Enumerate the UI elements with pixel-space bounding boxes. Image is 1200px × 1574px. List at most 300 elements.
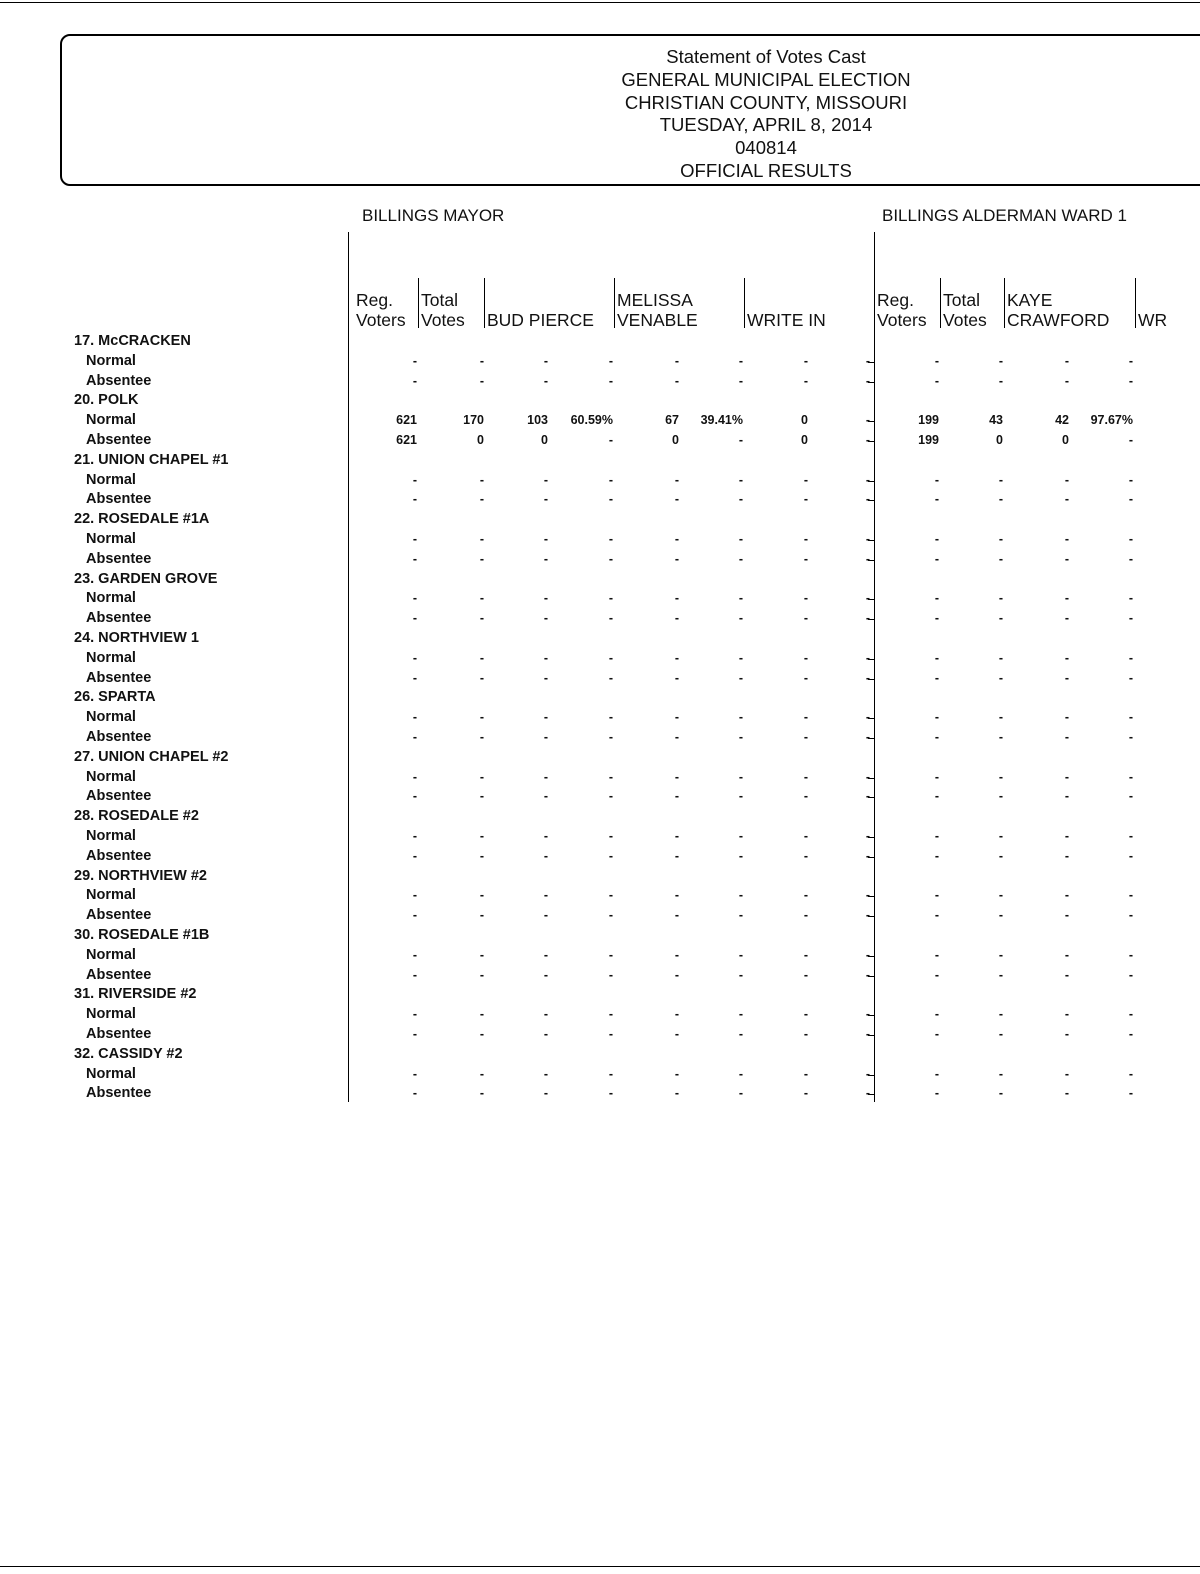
election-name: GENERAL MUNICIPAL ELECTION xyxy=(621,68,911,90)
precinct-name: 27. UNION CHAPEL #2 xyxy=(74,748,229,765)
result-cell: - xyxy=(998,888,1003,903)
result-cell: - xyxy=(803,532,808,546)
result-cell: - xyxy=(674,373,679,388)
result-cell: - xyxy=(479,670,484,685)
vote-type-label: Normal xyxy=(86,471,136,488)
result-cell: - xyxy=(1064,1066,1069,1081)
result-cell: - xyxy=(998,1086,1003,1101)
result-cell: 43 xyxy=(989,413,1003,428)
result-cell: 0 xyxy=(477,433,484,447)
col-header-reg-voters: Reg. Voters xyxy=(356,290,406,330)
result-cell: - xyxy=(479,829,484,843)
result-cell: - xyxy=(803,888,808,903)
result-cell: 42 xyxy=(1055,413,1069,428)
result-cell: - xyxy=(479,1086,484,1101)
result-cell: - xyxy=(674,650,679,665)
precinct-row xyxy=(0,926,1200,946)
col-divider xyxy=(484,278,485,328)
report-header xyxy=(566,46,966,183)
result-cell: - xyxy=(608,710,613,725)
result-cell: - xyxy=(803,789,808,804)
result-cell: - xyxy=(543,492,548,507)
result-cell: - xyxy=(934,710,939,725)
result-cell: - xyxy=(865,1086,870,1101)
result-cell: - xyxy=(803,1066,808,1081)
result-cell: - xyxy=(738,353,743,368)
result-cell: - xyxy=(674,829,679,843)
result-cell: - xyxy=(934,373,939,388)
normal-results-row xyxy=(0,411,1200,431)
result-cell: - xyxy=(543,353,548,368)
result-cell: - xyxy=(865,789,870,804)
result-cell: - xyxy=(479,769,484,784)
result-cell: - xyxy=(674,1066,679,1081)
absentee-results-row xyxy=(0,966,1200,986)
result-cell: - xyxy=(543,829,548,843)
result-cell: - xyxy=(1128,967,1133,982)
vote-type-label: Absentee xyxy=(86,372,152,389)
normal-results-row xyxy=(0,827,1200,847)
result-cell: 67 xyxy=(665,413,679,428)
result-cell: - xyxy=(998,532,1003,546)
result-cell: - xyxy=(738,947,743,962)
result-cell: - xyxy=(543,908,548,923)
result-cell: - xyxy=(543,591,548,606)
result-cell: - xyxy=(543,650,548,665)
result-cell: - xyxy=(543,532,548,546)
result-cell: - xyxy=(738,532,743,546)
result-cell: - xyxy=(674,1086,679,1101)
vote-type-label: Absentee xyxy=(86,847,152,864)
result-cell: - xyxy=(674,967,679,982)
result-cell: - xyxy=(865,433,870,447)
result-cell: - xyxy=(412,947,417,962)
result-cell: - xyxy=(1064,829,1069,843)
result-cell: - xyxy=(479,611,484,626)
vote-type-label: Absentee xyxy=(86,788,152,805)
result-cell: - xyxy=(1128,848,1133,863)
vote-type-label: Absentee xyxy=(86,966,152,983)
result-cell: - xyxy=(412,1086,417,1101)
result-cell: - xyxy=(1064,888,1069,903)
result-cell: - xyxy=(998,1007,1003,1022)
result-cell: - xyxy=(543,472,548,487)
result-cell: - xyxy=(998,848,1003,863)
result-cell: - xyxy=(412,472,417,487)
result-cell: - xyxy=(998,591,1003,606)
result-cell: - xyxy=(738,1027,743,1041)
result-cell: - xyxy=(412,730,417,744)
result-cell: - xyxy=(1064,670,1069,685)
result-cell: - xyxy=(479,492,484,507)
result-cell: - xyxy=(934,611,939,626)
result-cell: - xyxy=(543,769,548,784)
result-cell: - xyxy=(934,967,939,982)
result-cell: - xyxy=(998,829,1003,843)
result-cell: - xyxy=(738,730,743,744)
absentee-results-row xyxy=(0,372,1200,392)
result-cell: - xyxy=(479,472,484,487)
result-cell: - xyxy=(738,1007,743,1022)
result-cell: - xyxy=(1064,730,1069,744)
vote-type-label: Normal xyxy=(86,1006,136,1023)
precinct-name: 22. ROSEDALE #1A xyxy=(74,511,210,528)
result-cell: - xyxy=(608,730,613,744)
result-cell: - xyxy=(479,908,484,923)
result-cell: - xyxy=(1064,1086,1069,1101)
result-cell: - xyxy=(608,947,613,962)
result-cell: - xyxy=(738,492,743,507)
result-cell: 199 xyxy=(918,413,939,428)
result-cell: - xyxy=(1128,710,1133,725)
result-cell: - xyxy=(865,967,870,982)
result-cell: - xyxy=(934,888,939,903)
absentee-results-row xyxy=(0,906,1200,926)
vote-type-label: Absentee xyxy=(86,432,152,448)
result-cell: - xyxy=(674,789,679,804)
normal-results-row xyxy=(0,708,1200,728)
precinct-row xyxy=(0,332,1200,352)
result-cell: - xyxy=(998,492,1003,507)
result-cell: - xyxy=(1128,611,1133,626)
result-cell: - xyxy=(1128,1007,1133,1022)
result-cell: - xyxy=(543,789,548,804)
result-cell: - xyxy=(934,591,939,606)
precinct-name: 23. GARDEN GROVE xyxy=(74,570,218,587)
result-cell: - xyxy=(803,908,808,923)
result-cell: - xyxy=(998,472,1003,487)
result-cell: - xyxy=(865,670,870,685)
result-cell: - xyxy=(738,769,743,784)
normal-results-row xyxy=(0,649,1200,669)
result-cell: - xyxy=(803,472,808,487)
result-cell: 97.67% xyxy=(1090,413,1133,428)
result-cell: 0 xyxy=(541,433,548,447)
top-scan-rule xyxy=(0,2,1200,3)
result-cell: - xyxy=(608,1066,613,1081)
result-cell: - xyxy=(865,710,870,725)
vote-type-label: Normal xyxy=(86,828,136,844)
result-cell: 170 xyxy=(463,413,484,428)
result-cell: - xyxy=(412,670,417,685)
result-cell: - xyxy=(674,670,679,685)
absentee-results-row xyxy=(0,550,1200,570)
result-cell: - xyxy=(1064,908,1069,923)
result-cell: - xyxy=(479,1007,484,1022)
result-cell: - xyxy=(1128,551,1133,566)
result-cell: - xyxy=(543,967,548,982)
result-cell: - xyxy=(738,710,743,725)
result-cell: - xyxy=(1064,967,1069,982)
result-cell: - xyxy=(674,769,679,784)
result-cell: - xyxy=(865,492,870,507)
result-cell: - xyxy=(1128,492,1133,507)
result-cell: - xyxy=(1128,789,1133,804)
result-cell: 621 xyxy=(396,413,417,428)
result-cell: - xyxy=(1064,373,1069,388)
result-cell: - xyxy=(608,532,613,546)
col-divider xyxy=(1004,278,1005,328)
normal-results-row xyxy=(0,1065,1200,1085)
result-cell: - xyxy=(1064,789,1069,804)
result-cell: - xyxy=(1064,591,1069,606)
absentee-results-row xyxy=(0,431,1200,451)
result-cell: - xyxy=(479,1066,484,1081)
result-cell: - xyxy=(543,730,548,744)
result-cell: - xyxy=(738,967,743,982)
result-cell: - xyxy=(1064,1027,1069,1041)
result-cell: - xyxy=(803,947,808,962)
result-cell: - xyxy=(543,888,548,903)
vote-type-label: Normal xyxy=(86,946,136,963)
result-cell: - xyxy=(998,710,1003,725)
vote-type-label: Normal xyxy=(86,768,136,785)
result-cell: - xyxy=(543,1007,548,1022)
result-cell: - xyxy=(1128,947,1133,962)
result-cell: - xyxy=(674,591,679,606)
result-cell: 0 xyxy=(1062,433,1069,447)
result-cell: - xyxy=(479,373,484,388)
result-cell: - xyxy=(674,532,679,546)
result-cell: - xyxy=(738,433,743,447)
result-cell: - xyxy=(934,789,939,804)
precinct-name: 17. McCRACKEN xyxy=(74,333,191,349)
result-cell: - xyxy=(738,650,743,665)
result-cell: - xyxy=(543,611,548,626)
result-cell: - xyxy=(479,591,484,606)
result-cell: - xyxy=(1064,710,1069,725)
result-cell: - xyxy=(412,1027,417,1041)
result-cell: - xyxy=(608,1027,613,1041)
result-cell: - xyxy=(803,730,808,744)
result-cell: - xyxy=(479,710,484,725)
result-cell: - xyxy=(479,551,484,566)
result-cell: - xyxy=(1128,1086,1133,1101)
normal-results-row xyxy=(0,768,1200,788)
vote-type-label: Normal xyxy=(86,887,136,904)
vote-type-label: Normal xyxy=(86,412,136,429)
result-cell: - xyxy=(934,730,939,744)
precinct-row xyxy=(0,510,1200,530)
result-cell: - xyxy=(543,1086,548,1101)
result-cell: 39.41% xyxy=(700,413,743,428)
vote-type-label: Normal xyxy=(86,649,136,666)
results-status: OFFICIAL RESULTS xyxy=(680,159,852,181)
result-cell: - xyxy=(608,433,613,447)
vote-type-label: Normal xyxy=(86,352,136,369)
result-cell: - xyxy=(543,373,548,388)
result-cell: - xyxy=(1064,947,1069,962)
result-cell: - xyxy=(803,829,808,843)
vote-type-label: Absentee xyxy=(86,1026,152,1042)
result-cell: - xyxy=(608,769,613,784)
result-cell: - xyxy=(738,888,743,903)
result-cell: - xyxy=(412,1066,417,1081)
result-cell: - xyxy=(412,1007,417,1022)
vote-type-label: Normal xyxy=(86,709,136,726)
result-cell: - xyxy=(412,888,417,903)
county-name: CHRISTIAN COUNTY, MISSOURI xyxy=(624,91,908,113)
result-cell: - xyxy=(803,353,808,368)
result-cell: - xyxy=(998,789,1003,804)
col-header-bud-pierce: BUD PIERCE xyxy=(487,310,594,330)
result-cell: - xyxy=(1064,532,1069,546)
result-cell: - xyxy=(543,710,548,725)
result-cell: - xyxy=(803,967,808,982)
precinct-row xyxy=(0,807,1200,827)
result-cell: - xyxy=(998,908,1003,923)
result-cell: - xyxy=(865,888,870,903)
result-cell: - xyxy=(1128,888,1133,903)
absentee-results-row xyxy=(0,847,1200,867)
col-header-melissa-venable: MELISSA VENABLE xyxy=(617,290,698,330)
col-header-total-votes-ward1: Total Votes xyxy=(943,290,987,330)
result-cell: - xyxy=(934,670,939,685)
result-cell: - xyxy=(412,591,417,606)
vote-type-label: Absentee xyxy=(86,610,152,627)
absentee-results-row xyxy=(0,609,1200,629)
result-cell: - xyxy=(803,492,808,507)
precinct-name: 29. NORTHVIEW #2 xyxy=(74,867,207,884)
result-cell: - xyxy=(608,591,613,606)
result-cell: - xyxy=(738,789,743,804)
absentee-results-row xyxy=(0,787,1200,807)
result-cell: - xyxy=(865,947,870,962)
result-cell: - xyxy=(543,1066,548,1081)
vote-type-label: Absentee xyxy=(86,907,152,924)
result-cell: - xyxy=(412,650,417,665)
result-cell: 0 xyxy=(801,433,808,447)
result-cell: - xyxy=(479,1027,484,1041)
result-cell: - xyxy=(738,670,743,685)
vote-type-label: Normal xyxy=(86,1065,136,1082)
result-cell: - xyxy=(865,908,870,923)
result-cell: - xyxy=(934,769,939,784)
result-cell: - xyxy=(674,1007,679,1022)
result-cell: - xyxy=(479,947,484,962)
result-cell: - xyxy=(934,532,939,546)
normal-results-row xyxy=(0,530,1200,550)
result-cell: - xyxy=(674,710,679,725)
result-cell: - xyxy=(998,353,1003,368)
result-cell: - xyxy=(543,670,548,685)
result-cell: - xyxy=(865,1007,870,1022)
result-cell: - xyxy=(803,1027,808,1041)
result-cell: - xyxy=(1128,353,1133,368)
precinct-row xyxy=(0,629,1200,649)
precinct-name: 28. ROSEDALE #2 xyxy=(74,808,199,825)
result-cell: - xyxy=(803,1086,808,1101)
normal-results-row xyxy=(0,471,1200,491)
normal-results-row xyxy=(0,589,1200,609)
result-cell: - xyxy=(412,789,417,804)
precinct-row xyxy=(0,985,1200,1005)
result-cell: - xyxy=(934,1066,939,1081)
result-cell: - xyxy=(998,769,1003,784)
result-cell: - xyxy=(865,591,870,606)
result-cell: - xyxy=(803,710,808,725)
result-cell: - xyxy=(865,373,870,388)
result-cell: - xyxy=(865,472,870,487)
result-cell: - xyxy=(998,650,1003,665)
precinct-row xyxy=(0,688,1200,708)
result-cell: - xyxy=(1128,829,1133,843)
result-cell: - xyxy=(608,967,613,982)
result-cell: - xyxy=(1064,1007,1069,1022)
result-cell: - xyxy=(934,353,939,368)
result-cell: - xyxy=(608,611,613,626)
result-cell: - xyxy=(412,967,417,982)
result-cell: - xyxy=(998,947,1003,962)
result-cell: - xyxy=(738,829,743,843)
precinct-name: 26. SPARTA xyxy=(74,689,156,706)
precinct-row xyxy=(0,1045,1200,1065)
result-cell: - xyxy=(998,1066,1003,1081)
result-cell: - xyxy=(803,591,808,606)
result-cell: - xyxy=(934,472,939,487)
absentee-results-row xyxy=(0,669,1200,689)
result-cell: 0 xyxy=(996,433,1003,447)
result-cell: - xyxy=(412,769,417,784)
result-cell: - xyxy=(803,848,808,863)
result-cell: - xyxy=(674,730,679,744)
precinct-name: 20. POLK xyxy=(74,392,139,409)
vote-type-label: Absentee xyxy=(86,550,152,567)
absentee-results-row xyxy=(0,728,1200,748)
result-cell: - xyxy=(998,611,1003,626)
result-cell: - xyxy=(412,373,417,388)
result-cell: - xyxy=(998,551,1003,566)
normal-results-row xyxy=(0,352,1200,372)
result-cell: - xyxy=(1128,730,1133,744)
col-divider xyxy=(744,278,745,328)
col-header-total-votes: Total Votes xyxy=(421,290,465,330)
result-cell: - xyxy=(1064,353,1069,368)
precinct-row xyxy=(0,748,1200,768)
precinct-name: 24. NORTHVIEW 1 xyxy=(74,630,199,646)
report-title: Statement of Votes Cast xyxy=(666,46,866,67)
result-cell: - xyxy=(738,1086,743,1101)
result-cell: - xyxy=(1064,492,1069,507)
result-cell: - xyxy=(738,551,743,566)
result-cell: - xyxy=(738,1066,743,1081)
result-cell: - xyxy=(1128,532,1133,546)
result-cell: - xyxy=(865,1027,870,1041)
precinct-name: 32. CASSIDY #2 xyxy=(74,1045,183,1062)
result-cell: - xyxy=(608,551,613,566)
precinct-name: 31. RIVERSIDE #2 xyxy=(74,986,197,1003)
contest-title-alderman: BILLINGS ALDERMAN WARD 1 xyxy=(882,206,1127,225)
col-divider xyxy=(614,278,615,328)
result-cell: - xyxy=(998,730,1003,744)
result-cell: - xyxy=(674,551,679,566)
result-cell: - xyxy=(608,492,613,507)
result-cell: - xyxy=(608,888,613,903)
result-cell: - xyxy=(479,730,484,744)
result-cell: - xyxy=(934,1007,939,1022)
result-cell: - xyxy=(998,1027,1003,1041)
result-cell: - xyxy=(1128,769,1133,784)
result-cell: - xyxy=(934,947,939,962)
result-cell: - xyxy=(934,551,939,566)
result-cell: - xyxy=(674,492,679,507)
result-cell: - xyxy=(608,1086,613,1101)
result-cell: - xyxy=(803,611,808,626)
result-cell: - xyxy=(803,769,808,784)
result-cell: - xyxy=(479,353,484,368)
result-cell: - xyxy=(674,611,679,626)
col-divider xyxy=(418,278,419,328)
